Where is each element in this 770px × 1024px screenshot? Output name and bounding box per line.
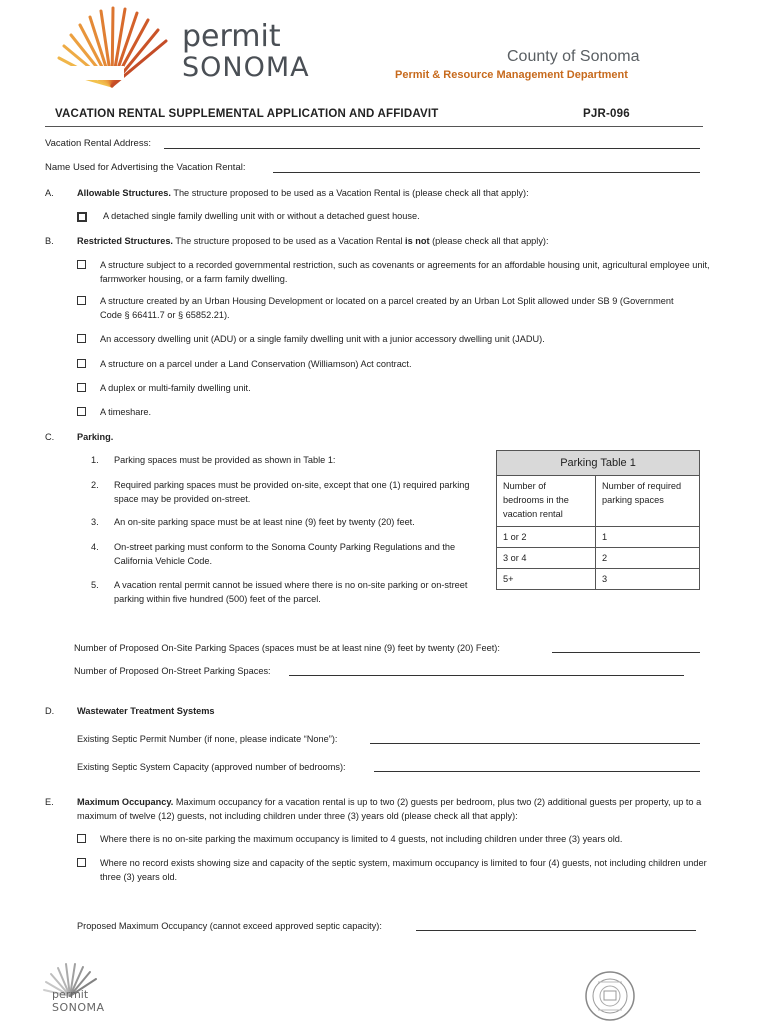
parking-table-cell: 3 <box>596 569 700 590</box>
logo-mask <box>52 66 124 80</box>
option-recorded-restriction: A structure subject to a recorded governmental restriction, such as covenants or agreements for an affordable housing unit, agricultural employee unit, farmworker housing, or a farm family dwelling. <box>100 260 710 284</box>
checkbox-no-septic-record[interactable] <box>77 858 86 867</box>
parking-item-text: A vacation rental permit cannot be issued where there is no on-site parking or on-street parking within five hundred (500) feet of the parcel. <box>114 580 468 604</box>
section-e-intro-text: Maximum occupancy for a vacation rental is up to two (2) guests per bedroom, plus two (2) additional guests per property, up to a maximum of twelve (12) guests, not including children under three (3) years old (please check all that apply): <box>77 797 702 821</box>
checkbox-adu[interactable] <box>77 334 86 343</box>
section-a-letter: A. <box>45 188 54 198</box>
proposed-occupancy-label: Proposed Maximum Occupancy (cannot exceed approved septic capacity): <box>77 921 382 931</box>
department-name: Permit & Resource Management Department <box>395 69 628 81</box>
county-name: County of Sonoma <box>507 48 640 65</box>
form-code: PJR-096 <box>583 108 630 120</box>
parking-item-number: 3. <box>91 517 99 527</box>
onsite-parking-field[interactable] <box>552 642 700 653</box>
option-timeshare: A timeshare. <box>100 407 152 417</box>
footer-logo-sonoma: SONOMA <box>52 1001 105 1014</box>
onsite-parking-label: Number of Proposed On-Site Parking Spaces (spaces must be at least nine (9) feet by twenty (20) Feet): <box>74 643 500 653</box>
parking-table-col-spaces: Number of required parking spaces <box>596 476 700 527</box>
option-adu: An accessory dwelling unit (ADU) or a single family dwelling unit with a junior accessory dwelling unit (JADU). <box>100 334 545 344</box>
checkbox-timeshare[interactable] <box>77 407 86 416</box>
septic-capacity-label: Existing Septic System Capacity (approved number of bedrooms): <box>77 762 346 772</box>
section-b-intro <box>77 234 707 248</box>
section-b-intro-post: (please check all that apply): <box>429 236 549 246</box>
section-b-intro-pre: The structure proposed to be used as a Vacation Rental <box>173 236 406 246</box>
document-title: VACATION RENTAL SUPPLEMENTAL APPLICATION AND AFFIDAVIT <box>55 108 439 120</box>
checkbox-recorded-restriction[interactable] <box>77 260 86 269</box>
parking-item-text: An on-site parking space must be at least nine (9) feet by twenty (20) feet. <box>114 517 415 527</box>
section-e-letter: E. <box>45 797 54 807</box>
address-field[interactable] <box>164 138 700 149</box>
parking-item-number: 4. <box>91 542 99 552</box>
section-a-intro-text: The structure proposed to be used as a Vacation Rental is (please check all that apply): <box>170 188 529 198</box>
checkbox-duplex[interactable] <box>77 383 86 392</box>
checkbox-urban-housing[interactable] <box>77 296 86 305</box>
section-d-letter: D. <box>45 706 55 716</box>
checkbox-no-onsite-parking[interactable] <box>77 834 86 843</box>
checkbox-detached-dwelling[interactable] <box>77 212 87 222</box>
option-urban-housing: A structure created by an Urban Housing Development or located on a parcel created by an Urban Lot Split allowed under SB 9 (Government Code § 66411.7 or § 65852.21). <box>100 296 674 320</box>
address-label: Vacation Rental Address: <box>45 138 151 149</box>
footer-logo-permit: permit <box>52 988 89 1001</box>
option-no-onsite-parking: Where there is no on-site parking the maximum occupancy is limited to 4 guests, not including children under three (3) years old. <box>100 834 623 844</box>
option-no-septic-record: Where no record exists showing size and capacity of the septic system, maximum occupancy is limited to four (4) guests, not including children under three (3) years old. <box>100 858 707 882</box>
advertising-name-label: Name Used for Advertising the Vacation Rental: <box>45 162 246 173</box>
parking-item-text: Parking spaces must be provided as shown in Table 1: <box>114 455 336 465</box>
septic-permit-label: Existing Septic Permit Number (if none, please indicate “None”): <box>77 734 338 744</box>
logo-word-permit: permit <box>182 19 281 54</box>
parking-table-cell: 1 or 2 <box>497 527 596 548</box>
section-b-intro-emphasis: is not <box>405 236 430 246</box>
logo-word-sonoma: SONOMA <box>182 52 310 83</box>
parking-table-cell: 3 or 4 <box>497 548 596 569</box>
septic-capacity-field[interactable] <box>374 761 700 772</box>
parking-table-col-bedrooms: Number of bedrooms in the vacation rental <box>497 476 596 527</box>
proposed-occupancy-field[interactable] <box>416 920 696 931</box>
parking-item-number: 5. <box>91 580 99 590</box>
section-c-letter: C. <box>45 432 55 442</box>
parking-item-number: 2. <box>91 480 99 490</box>
parking-item-text: Required parking spaces must be provided on-site, except that one (1) required parking space may be provided on-street. <box>114 480 470 504</box>
section-e-intro <box>77 795 702 823</box>
section-c-heading: Parking. <box>77 432 114 442</box>
option-williamson: A structure on a parcel under a Land Conservation (Williamson) Act contract. <box>100 359 412 369</box>
option-detached-dwelling: A detached single family dwelling unit with or without a detached guest house. <box>103 211 420 221</box>
checkbox-williamson[interactable] <box>77 359 86 368</box>
option-duplex: A duplex or multi-family dwelling unit. <box>100 383 251 393</box>
onstreet-parking-field[interactable] <box>289 665 684 676</box>
section-b-heading: Restricted Structures. <box>77 236 173 246</box>
section-d-heading: Wastewater Treatment Systems <box>77 706 215 716</box>
parking-table <box>496 450 700 590</box>
section-b-letter: B. <box>45 236 54 246</box>
parking-item-number: 1. <box>91 455 99 465</box>
septic-permit-field[interactable] <box>370 733 700 744</box>
section-a-intro <box>77 186 707 200</box>
parking-table-title: Parking Table 1 <box>497 451 700 476</box>
county-seal-icon <box>584 970 636 1022</box>
parking-table-cell: 5+ <box>497 569 596 590</box>
title-rule <box>45 126 703 127</box>
advertising-name-field[interactable] <box>273 162 700 173</box>
parking-item-text: On-street parking must conform to the Sonoma County Parking Regulations and the California Vehicle Code. <box>114 542 456 566</box>
section-e-heading: Maximum Occupancy. <box>77 797 174 807</box>
parking-table-cell: 1 <box>596 527 700 548</box>
parking-table-cell: 2 <box>596 548 700 569</box>
onstreet-parking-label: Number of Proposed On-Street Parking Spaces: <box>74 666 271 676</box>
section-a-heading: Allowable Structures. <box>77 188 171 198</box>
